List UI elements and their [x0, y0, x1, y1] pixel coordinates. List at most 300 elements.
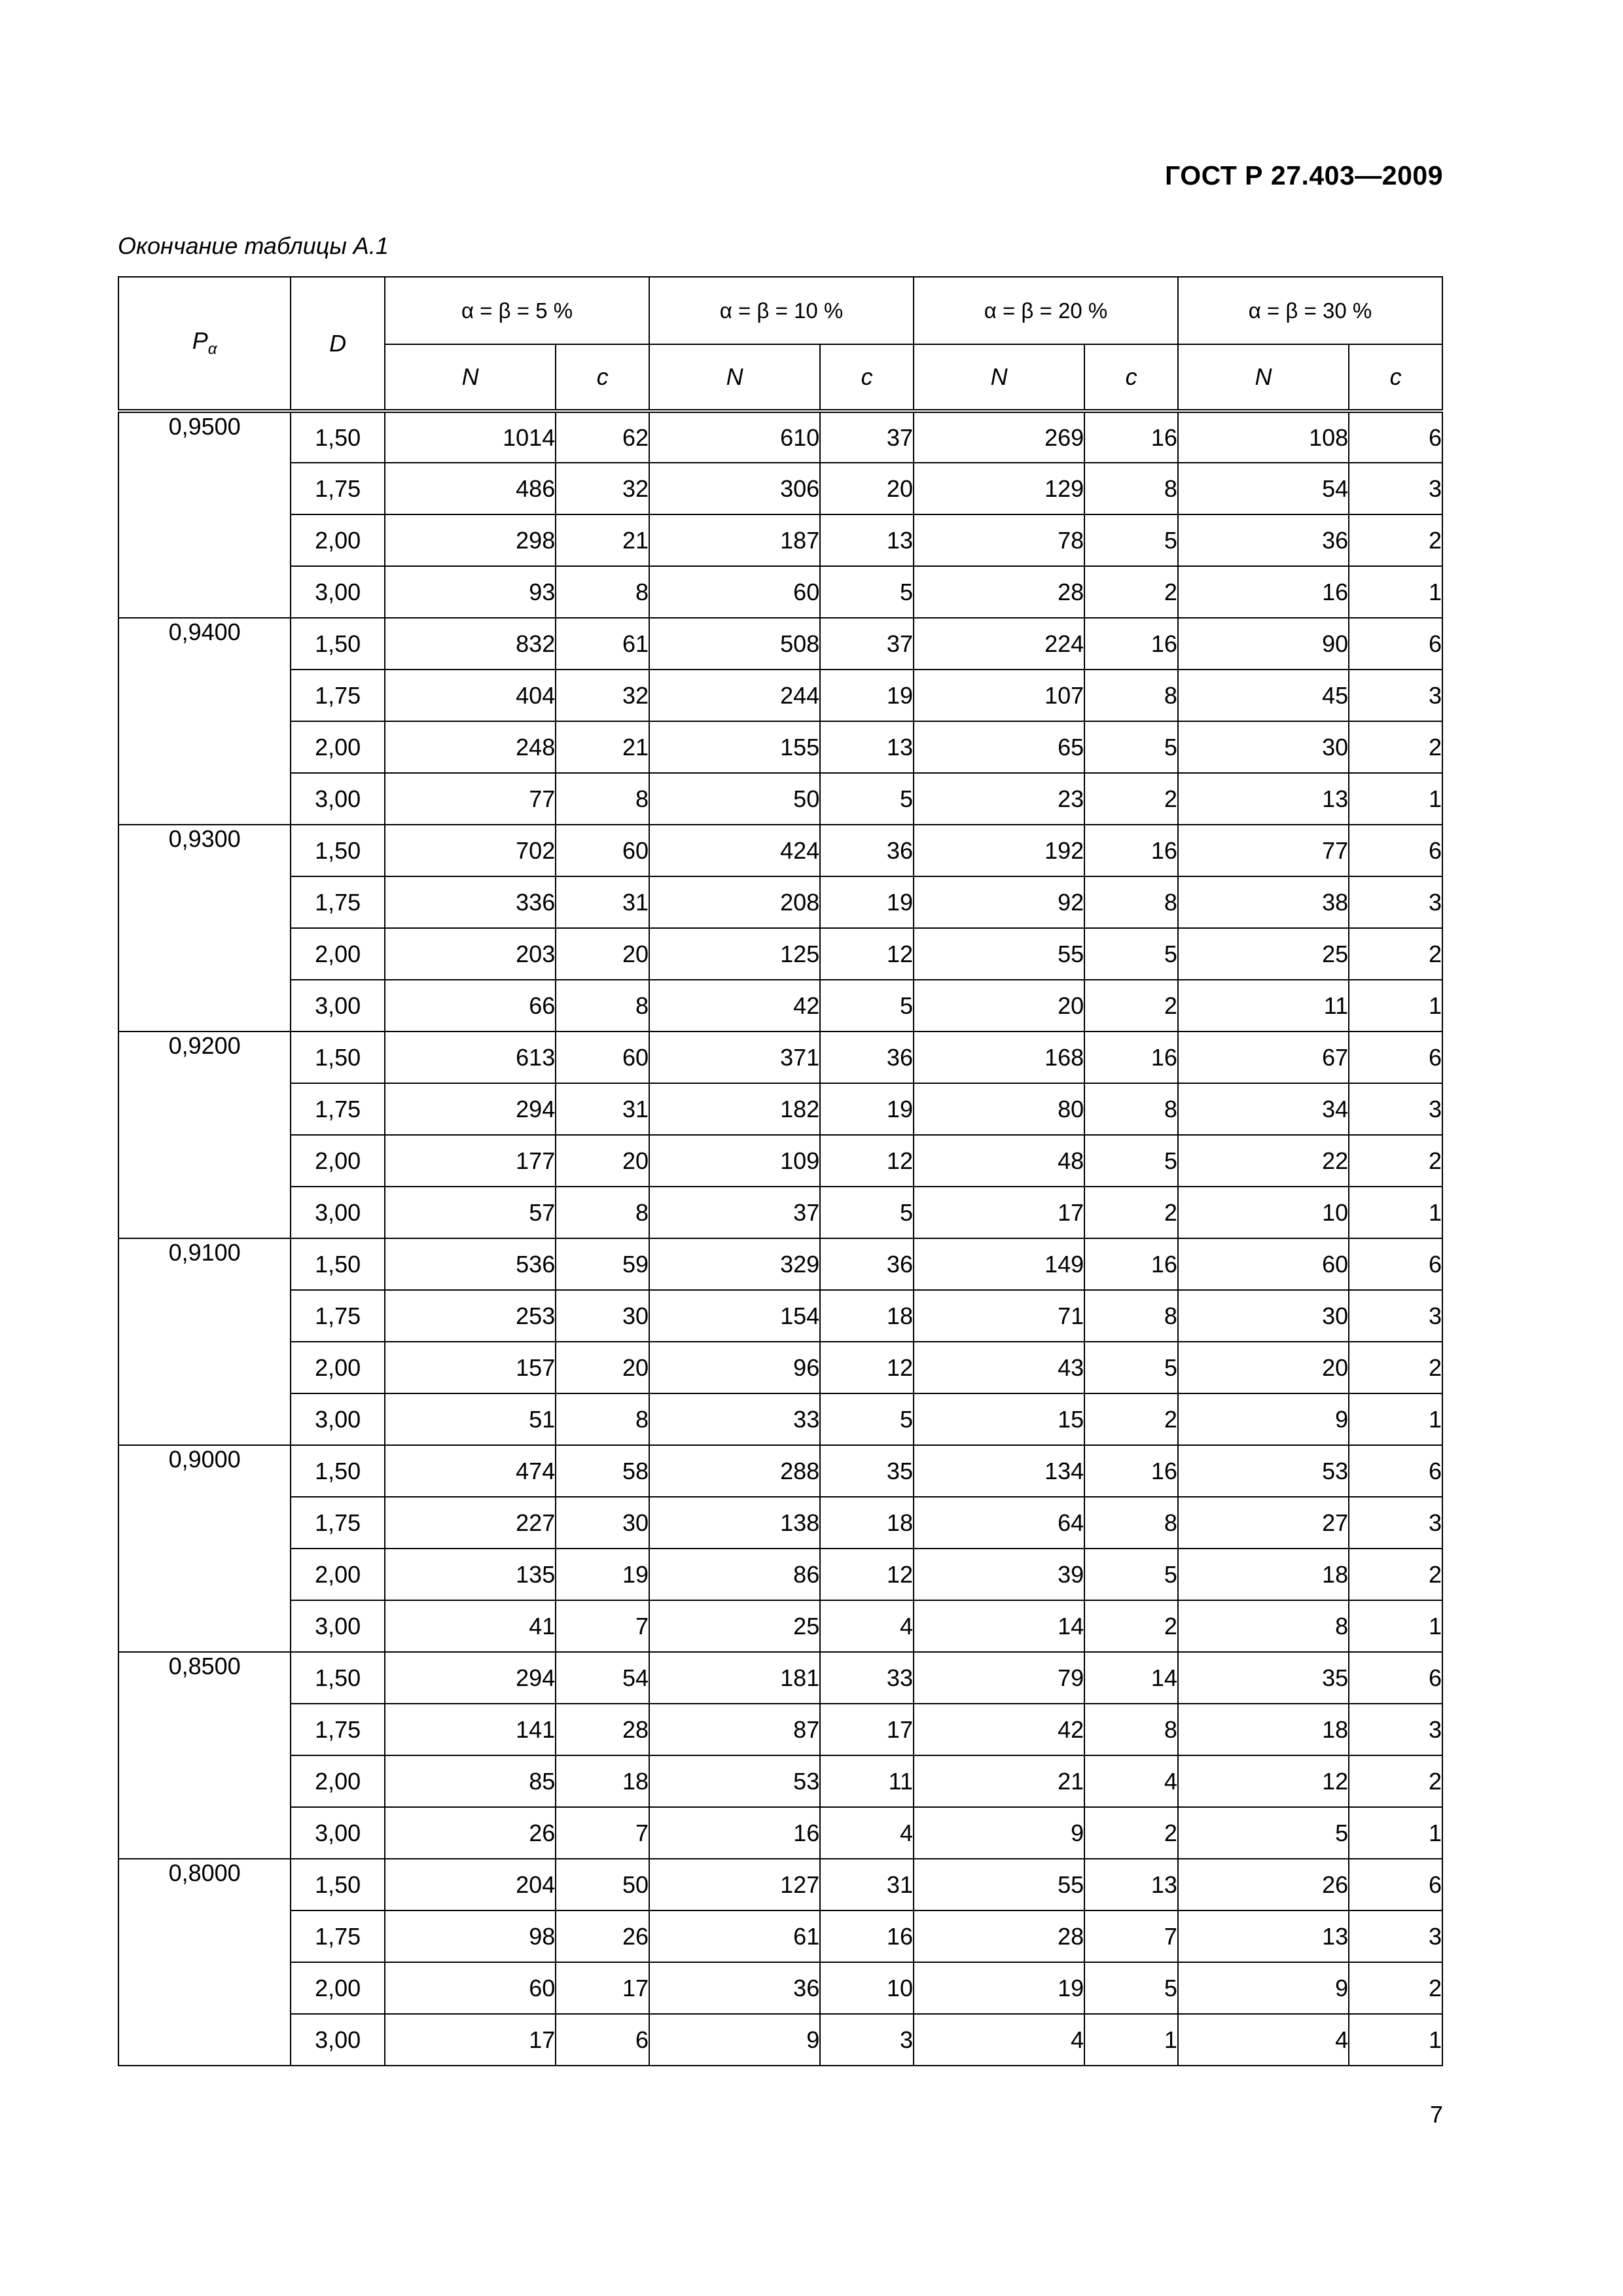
n-value: 93 — [385, 566, 556, 618]
c-value: 1 — [1349, 1807, 1442, 1859]
d-value: 3,00 — [291, 1600, 385, 1652]
c-value: 3 — [1349, 1704, 1442, 1755]
c-value: 5 — [1084, 1549, 1178, 1600]
c-value: 2 — [1349, 1135, 1442, 1187]
n-value: 157 — [385, 1342, 556, 1393]
n-value: 66 — [385, 980, 556, 1031]
c-value: 2 — [1084, 1393, 1178, 1445]
table-row — [118, 411, 1442, 463]
c-value: 19 — [820, 876, 914, 928]
n-value: 107 — [914, 670, 1084, 721]
n-value: 79 — [914, 1652, 1084, 1704]
c-value: 18 — [820, 1290, 914, 1342]
page-number: 7 — [1429, 2101, 1443, 2128]
c-value: 33 — [820, 1652, 914, 1704]
c-value: 60 — [556, 1031, 649, 1083]
n-value: 43 — [914, 1342, 1084, 1393]
table-row — [118, 1910, 1442, 1962]
table-row — [118, 566, 1442, 618]
table-row — [118, 876, 1442, 928]
n-value: 67 — [1178, 1031, 1349, 1083]
n-value: 27 — [1178, 1497, 1349, 1549]
c-value: 16 — [1084, 411, 1178, 463]
c-value: 5 — [820, 1393, 914, 1445]
n-value: 177 — [385, 1135, 556, 1187]
d-value: 1,75 — [291, 1910, 385, 1962]
n-value: 17 — [914, 1187, 1084, 1238]
n-value: 36 — [1178, 514, 1349, 566]
n-value: 1014 — [385, 411, 556, 463]
c-value: 60 — [556, 825, 649, 876]
table-row — [118, 980, 1442, 1031]
n-value: 208 — [649, 876, 820, 928]
n-value: 60 — [385, 1962, 556, 2014]
c-value: 1 — [1349, 2014, 1442, 2066]
c-value: 31 — [820, 1859, 914, 1910]
c-value: 6 — [1349, 1859, 1442, 1910]
n-value: 187 — [649, 514, 820, 566]
n-value: 14 — [914, 1600, 1084, 1652]
c-value: 4 — [820, 1600, 914, 1652]
n-value: 21 — [914, 1755, 1084, 1807]
c-value: 20 — [556, 928, 649, 980]
c-value: 17 — [820, 1704, 914, 1755]
d-value: 2,00 — [291, 514, 385, 566]
c-value: 2 — [1349, 1342, 1442, 1393]
sub-header-c: c — [1349, 344, 1442, 411]
n-value: 294 — [385, 1083, 556, 1135]
c-value: 16 — [1084, 1238, 1178, 1290]
c-value: 1 — [1349, 980, 1442, 1031]
c-value: 32 — [556, 463, 649, 514]
c-value: 5 — [1084, 1342, 1178, 1393]
table-caption: Окончание таблицы А.1 — [118, 232, 389, 259]
n-value: 508 — [649, 618, 820, 670]
c-value: 8 — [1084, 1083, 1178, 1135]
c-value: 26 — [556, 1910, 649, 1962]
n-value: 96 — [649, 1342, 820, 1393]
column-header-pa — [118, 277, 291, 411]
n-value: 610 — [649, 411, 820, 463]
table-row — [118, 773, 1442, 825]
c-value: 4 — [820, 1807, 914, 1859]
n-value: 4 — [914, 2014, 1084, 2066]
n-value: 329 — [649, 1238, 820, 1290]
table-row — [118, 1704, 1442, 1755]
n-value: 55 — [914, 928, 1084, 980]
sub-header-c: c — [820, 344, 914, 411]
c-value: 20 — [820, 463, 914, 514]
n-value: 26 — [385, 1807, 556, 1859]
n-value: 60 — [1178, 1238, 1349, 1290]
pa-value: 0,9400 — [118, 618, 291, 825]
c-value: 54 — [556, 1652, 649, 1704]
pa-subscript: α — [207, 340, 217, 359]
d-value: 1,75 — [291, 1704, 385, 1755]
n-value: 244 — [649, 670, 820, 721]
d-value: 1,75 — [291, 876, 385, 928]
n-value: 424 — [649, 825, 820, 876]
c-value: 8 — [556, 566, 649, 618]
table-row — [118, 1083, 1442, 1135]
sub-header-c: c — [1084, 344, 1178, 411]
table-row — [118, 1549, 1442, 1600]
d-value: 1,50 — [291, 1859, 385, 1910]
table-body — [118, 411, 1442, 2066]
c-value: 17 — [556, 1962, 649, 2014]
table-row — [118, 825, 1442, 876]
c-value: 20 — [556, 1135, 649, 1187]
n-value: 832 — [385, 618, 556, 670]
d-value: 3,00 — [291, 2014, 385, 2066]
d-value: 1,50 — [291, 618, 385, 670]
table-row — [118, 1807, 1442, 1859]
d-value: 1,75 — [291, 670, 385, 721]
c-value: 8 — [556, 1187, 649, 1238]
n-value: 13 — [1178, 773, 1349, 825]
n-value: 4 — [1178, 2014, 1349, 2066]
c-value: 10 — [820, 1962, 914, 2014]
c-value: 1 — [1349, 1393, 1442, 1445]
n-value: 15 — [914, 1393, 1084, 1445]
n-value: 248 — [385, 721, 556, 773]
n-value: 98 — [385, 1910, 556, 1962]
group-header-5: α = β = 5 % — [385, 277, 649, 344]
c-value: 2 — [1349, 721, 1442, 773]
c-value: 2 — [1349, 1962, 1442, 2014]
n-value: 23 — [914, 773, 1084, 825]
sub-header-n: N — [385, 344, 556, 411]
pa-value: 0,9100 — [118, 1238, 291, 1445]
c-value: 31 — [556, 876, 649, 928]
pa-value: 0,9200 — [118, 1031, 291, 1238]
d-value: 1,50 — [291, 1238, 385, 1290]
n-value: 5 — [1178, 1807, 1349, 1859]
n-value: 227 — [385, 1497, 556, 1549]
n-value: 11 — [1178, 980, 1349, 1031]
pa-value: 0,9000 — [118, 1445, 291, 1652]
c-value: 13 — [1084, 1859, 1178, 1910]
d-value: 3,00 — [291, 773, 385, 825]
c-value: 20 — [556, 1342, 649, 1393]
c-value: 59 — [556, 1238, 649, 1290]
c-value: 30 — [556, 1290, 649, 1342]
n-value: 288 — [649, 1445, 820, 1497]
c-value: 16 — [1084, 825, 1178, 876]
n-value: 39 — [914, 1549, 1084, 1600]
column-header-d: D — [291, 277, 385, 411]
c-value: 13 — [820, 721, 914, 773]
n-value: 61 — [649, 1910, 820, 1962]
c-value: 2 — [1084, 773, 1178, 825]
d-value: 2,00 — [291, 1755, 385, 1807]
n-value: 181 — [649, 1652, 820, 1704]
n-value: 22 — [1178, 1135, 1349, 1187]
c-value: 6 — [1349, 825, 1442, 876]
n-value: 35 — [1178, 1652, 1349, 1704]
n-value: 18 — [1178, 1704, 1349, 1755]
c-value: 58 — [556, 1445, 649, 1497]
table-row — [118, 670, 1442, 721]
n-value: 45 — [1178, 670, 1349, 721]
n-value: 182 — [649, 1083, 820, 1135]
c-value: 50 — [556, 1859, 649, 1910]
pa-value: 0,9500 — [118, 411, 291, 618]
c-value: 16 — [1084, 618, 1178, 670]
n-value: 204 — [385, 1859, 556, 1910]
c-value: 3 — [1349, 1290, 1442, 1342]
d-value: 1,75 — [291, 1290, 385, 1342]
d-value: 3,00 — [291, 1393, 385, 1445]
n-value: 168 — [914, 1031, 1084, 1083]
sub-header-n: N — [914, 344, 1084, 411]
n-value: 135 — [385, 1549, 556, 1600]
sub-header-n: N — [649, 344, 820, 411]
c-value: 16 — [1084, 1445, 1178, 1497]
n-value: 42 — [914, 1704, 1084, 1755]
c-value: 8 — [556, 773, 649, 825]
n-value: 129 — [914, 463, 1084, 514]
table-row — [118, 1497, 1442, 1549]
c-value: 5 — [820, 566, 914, 618]
c-value: 5 — [1084, 928, 1178, 980]
n-value: 613 — [385, 1031, 556, 1083]
table-row — [118, 1445, 1442, 1497]
n-value: 92 — [914, 876, 1084, 928]
d-value: 1,50 — [291, 1652, 385, 1704]
n-value: 20 — [1178, 1342, 1349, 1393]
n-value: 13 — [1178, 1910, 1349, 1962]
n-value: 77 — [1178, 825, 1349, 876]
c-value: 1 — [1349, 1187, 1442, 1238]
c-value: 5 — [1084, 1135, 1178, 1187]
c-value: 6 — [556, 2014, 649, 2066]
n-value: 34 — [1178, 1083, 1349, 1135]
n-value: 19 — [914, 1962, 1084, 2014]
c-value: 5 — [1084, 721, 1178, 773]
n-value: 17 — [385, 2014, 556, 2066]
n-value: 294 — [385, 1652, 556, 1704]
n-value: 38 — [1178, 876, 1349, 928]
c-value: 37 — [820, 411, 914, 463]
n-value: 474 — [385, 1445, 556, 1497]
n-value: 9 — [1178, 1393, 1349, 1445]
c-value: 28 — [556, 1704, 649, 1755]
table-row — [118, 1600, 1442, 1652]
c-value: 2 — [1084, 566, 1178, 618]
n-value: 536 — [385, 1238, 556, 1290]
c-value: 62 — [556, 411, 649, 463]
n-value: 404 — [385, 670, 556, 721]
c-value: 5 — [820, 773, 914, 825]
n-value: 702 — [385, 825, 556, 876]
n-value: 9 — [1178, 1962, 1349, 2014]
n-value: 16 — [1178, 566, 1349, 618]
n-value: 9 — [649, 2014, 820, 2066]
c-value: 4 — [1084, 1755, 1178, 1807]
n-value: 269 — [914, 411, 1084, 463]
n-value: 33 — [649, 1393, 820, 1445]
d-value: 3,00 — [291, 980, 385, 1031]
d-value: 1,50 — [291, 411, 385, 463]
table-row — [118, 1962, 1442, 2014]
n-value: 28 — [914, 566, 1084, 618]
n-value: 224 — [914, 618, 1084, 670]
c-value: 5 — [820, 1187, 914, 1238]
table-row — [118, 1755, 1442, 1807]
n-value: 138 — [649, 1497, 820, 1549]
data-table — [118, 276, 1443, 2066]
table-row — [118, 514, 1442, 566]
n-value: 41 — [385, 1600, 556, 1652]
c-value: 2 — [1084, 1187, 1178, 1238]
c-value: 16 — [1084, 1031, 1178, 1083]
c-value: 8 — [556, 1393, 649, 1445]
table-row — [118, 2014, 1442, 2066]
table-row — [118, 1393, 1442, 1445]
d-value: 1,75 — [291, 1497, 385, 1549]
n-value: 87 — [649, 1704, 820, 1755]
c-value: 14 — [1084, 1652, 1178, 1704]
c-value: 18 — [556, 1755, 649, 1807]
n-value: 127 — [649, 1859, 820, 1910]
c-value: 8 — [1084, 463, 1178, 514]
c-value: 5 — [1084, 514, 1178, 566]
c-value: 61 — [556, 618, 649, 670]
c-value: 21 — [556, 514, 649, 566]
d-value: 2,00 — [291, 1135, 385, 1187]
c-value: 6 — [1349, 411, 1442, 463]
d-value: 3,00 — [291, 1187, 385, 1238]
c-value: 12 — [820, 928, 914, 980]
document-code: ГОСТ Р 27.403—2009 — [1165, 160, 1443, 190]
d-value: 1,50 — [291, 1445, 385, 1497]
c-value: 8 — [1084, 1497, 1178, 1549]
n-value: 336 — [385, 876, 556, 928]
n-value: 16 — [649, 1807, 820, 1859]
n-value: 57 — [385, 1187, 556, 1238]
c-value: 3 — [1349, 1497, 1442, 1549]
n-value: 108 — [1178, 411, 1349, 463]
n-value: 36 — [649, 1962, 820, 2014]
n-value: 65 — [914, 721, 1084, 773]
n-value: 50 — [649, 773, 820, 825]
c-value: 12 — [820, 1549, 914, 1600]
c-value: 35 — [820, 1445, 914, 1497]
n-value: 80 — [914, 1083, 1084, 1135]
c-value: 2 — [1349, 1549, 1442, 1600]
c-value: 36 — [820, 1238, 914, 1290]
n-value: 54 — [1178, 463, 1349, 514]
n-value: 155 — [649, 721, 820, 773]
c-value: 5 — [820, 980, 914, 1031]
table-row — [118, 1187, 1442, 1238]
c-value: 18 — [820, 1497, 914, 1549]
table-row — [118, 1859, 1442, 1910]
c-value: 13 — [820, 514, 914, 566]
n-value: 78 — [914, 514, 1084, 566]
c-value: 2 — [1084, 980, 1178, 1031]
c-value: 8 — [1084, 670, 1178, 721]
n-value: 253 — [385, 1290, 556, 1342]
group-header-10: α = β = 10 % — [649, 277, 914, 344]
n-value: 64 — [914, 1497, 1084, 1549]
c-value: 6 — [1349, 1238, 1442, 1290]
pa-symbol: P — [192, 327, 208, 355]
n-value: 9 — [914, 1807, 1084, 1859]
c-value: 6 — [1349, 618, 1442, 670]
c-value: 21 — [556, 721, 649, 773]
c-value: 16 — [820, 1910, 914, 1962]
group-header-20: α = β = 20 % — [914, 277, 1178, 344]
table-row — [118, 928, 1442, 980]
table-row — [118, 1238, 1442, 1290]
c-value: 1 — [1349, 1600, 1442, 1652]
d-value: 2,00 — [291, 1549, 385, 1600]
n-value: 77 — [385, 773, 556, 825]
n-value: 30 — [1178, 721, 1349, 773]
n-value: 125 — [649, 928, 820, 980]
c-value: 7 — [1084, 1910, 1178, 1962]
c-value: 2 — [1084, 1600, 1178, 1652]
table-row — [118, 618, 1442, 670]
n-value: 134 — [914, 1445, 1084, 1497]
n-value: 12 — [1178, 1755, 1349, 1807]
c-value: 2 — [1349, 1755, 1442, 1807]
table-row — [118, 1135, 1442, 1187]
c-value: 37 — [820, 618, 914, 670]
d-value: 1,50 — [291, 825, 385, 876]
sub-header-n: N — [1178, 344, 1349, 411]
c-value: 3 — [1349, 463, 1442, 514]
pa-value: 0,9300 — [118, 825, 291, 1031]
n-value: 371 — [649, 1031, 820, 1083]
d-value: 3,00 — [291, 1807, 385, 1859]
n-value: 85 — [385, 1755, 556, 1807]
group-header-30: α = β = 30 % — [1178, 277, 1442, 344]
d-value: 2,00 — [291, 721, 385, 773]
n-value: 25 — [1178, 928, 1349, 980]
n-value: 26 — [1178, 1859, 1349, 1910]
n-value: 53 — [649, 1755, 820, 1807]
c-value: 19 — [820, 1083, 914, 1135]
c-value: 1 — [1349, 566, 1442, 618]
c-value: 19 — [556, 1549, 649, 1600]
n-value: 28 — [914, 1910, 1084, 1962]
n-value: 306 — [649, 463, 820, 514]
c-value: 3 — [1349, 1910, 1442, 1962]
d-value: 1,75 — [291, 463, 385, 514]
pa-value: 0,8000 — [118, 1859, 291, 2066]
c-value: 3 — [820, 2014, 914, 2066]
n-value: 86 — [649, 1549, 820, 1600]
n-value: 203 — [385, 928, 556, 980]
n-value: 154 — [649, 1290, 820, 1342]
d-value: 1,50 — [291, 1031, 385, 1083]
n-value: 8 — [1178, 1600, 1349, 1652]
n-value: 30 — [1178, 1290, 1349, 1342]
n-value: 71 — [914, 1290, 1084, 1342]
n-value: 192 — [914, 825, 1084, 876]
n-value: 51 — [385, 1393, 556, 1445]
n-value: 109 — [649, 1135, 820, 1187]
d-value: 1,75 — [291, 1083, 385, 1135]
c-value: 36 — [820, 825, 914, 876]
c-value: 12 — [820, 1135, 914, 1187]
n-value: 298 — [385, 514, 556, 566]
n-value: 48 — [914, 1135, 1084, 1187]
n-value: 53 — [1178, 1445, 1349, 1497]
